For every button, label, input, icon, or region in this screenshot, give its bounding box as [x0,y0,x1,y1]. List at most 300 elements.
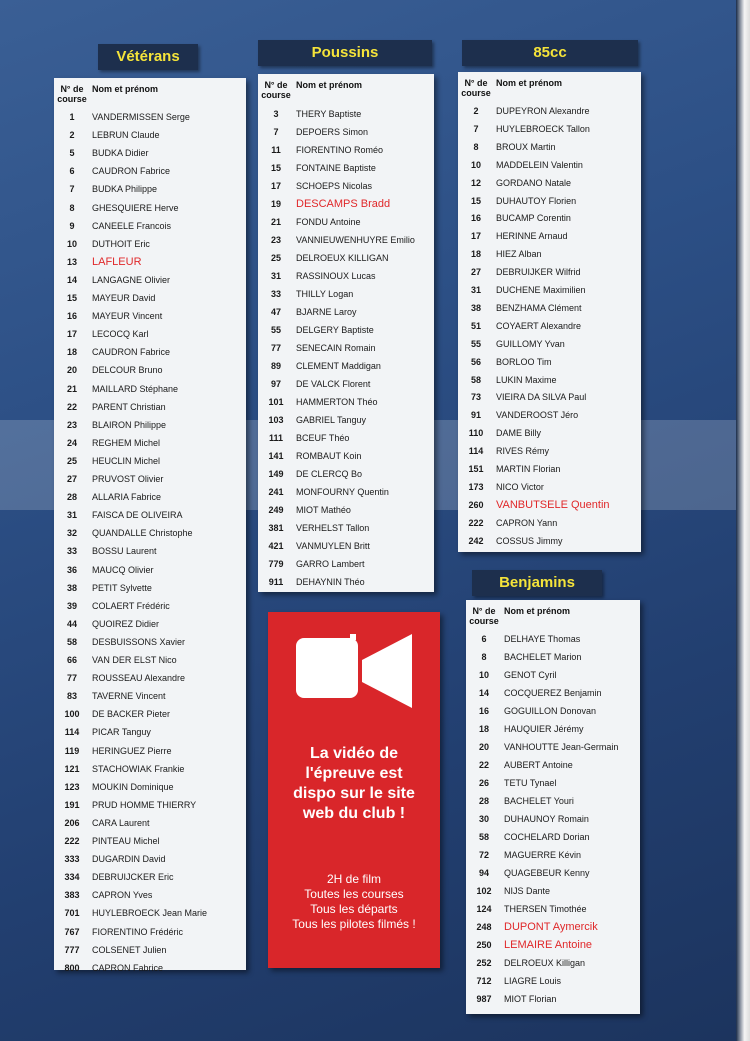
table-row [54,868,246,886]
table-row [258,393,434,411]
race-number: 12 [470,177,481,188]
race-number: 250 [476,940,492,950]
race-number: 22 [66,401,77,412]
table-row [54,597,246,615]
race-number: 15 [470,195,481,206]
table-row [466,900,640,918]
table-row [54,705,246,723]
race-number: 15 [66,293,77,303]
rider-name: CAPRON Fabrice [92,962,164,973]
table-row [458,424,641,442]
table-row [54,488,246,506]
rider-name: THILLY Logan [296,289,354,299]
table-row [54,434,246,452]
table-row [458,174,641,192]
rider-name: CLEMENT Maddigan [296,361,381,371]
rider-name: PRUD HOMME THIERRY [92,799,197,810]
race-number: 16 [470,213,481,224]
race-number: 767 [64,926,80,937]
rider-name: COLSENET Julien [92,944,167,955]
race-number: 173 [468,481,484,492]
rider-name: SCHOEPS Nicolas [296,181,373,191]
table-row [258,429,434,447]
table-row [458,192,641,210]
table-row [54,687,246,705]
rider-name: COSSUS Jimmy [496,535,563,546]
table-row [466,630,640,648]
race-number: 911 [268,577,284,587]
table-row [466,702,640,720]
table-row [466,846,640,864]
rider-name: CAUDRON Fabrice [92,347,171,358]
table-row [54,904,246,922]
rider-name: ROUSSEAU Alexandre [92,673,186,684]
table-row [466,756,640,774]
rider-name: CANEELE Francois [92,220,172,231]
rider-name: MOUKIN Dominique [92,781,174,792]
rider-name: DUPONT Aymercik [504,921,598,933]
rider-name: COLAERT Frédéric [92,600,170,611]
table-row [258,321,434,339]
rider-name: TAVERNE Vincent [92,691,166,702]
race-number: 20 [478,742,489,752]
race-number: 151 [468,464,484,474]
race-number: 22 [478,760,489,770]
table-row [458,532,641,550]
table-row [54,180,246,198]
table-row [258,213,434,231]
rider-name: DE BACKER Pieter [92,709,171,720]
race-number: 2 [473,106,479,116]
rider-name: RASSINOUX Lucas [296,271,376,281]
race-number: 17 [270,181,281,191]
table-row [54,343,246,361]
rider-name: VANBUTSELE Quentin [496,498,610,511]
table-row [54,633,246,651]
rider-name: LANGAGNE Olivier [92,274,171,285]
rider-name: GABRIEL Tanguy [296,415,367,425]
rider-name: NICO Victor [496,481,544,492]
race-number: 31 [270,271,281,281]
rider-name: HUYLEBROECK Jean Marie [92,908,208,919]
rider-name: BUCAMP Corentin [496,213,571,224]
table-row [466,972,640,990]
table-row [258,357,434,375]
rider-name: CARA Laurent [92,817,150,828]
table-row [258,573,434,591]
table-row [258,555,434,573]
rider-name: TETU Tynael [504,778,557,788]
table-row [54,651,246,669]
rider-name: BENZHAMA Clément [496,302,582,313]
race-number: 55 [470,338,481,349]
race-number: 55 [270,325,281,335]
race-number: 141 [268,451,284,461]
rider-name: DELROEUX KILLIGAN [296,253,389,263]
race-number: 17 [66,329,77,340]
race-number: 18 [470,249,481,260]
benjamins-table [466,600,640,1014]
video-promo-box [268,612,440,968]
race-number: 28 [478,796,489,806]
rider-name: CAPRON Yann [496,517,558,528]
table-row [466,774,640,792]
col-number-header: N° de course [261,80,291,100]
race-number: 20 [66,365,77,376]
rider-name: PARENT Christian [92,401,166,412]
rider-name: DEHAYNIN Théo [296,577,365,587]
table-row [258,105,434,123]
col-name-header: Nom et prénom [296,80,363,90]
race-number: 712 [476,976,492,986]
table-row [258,375,434,393]
rider-name: THERSEN Timothée [504,904,587,914]
table-row [258,483,434,501]
rider-name: PETIT Sylvette [92,582,152,593]
race-number: 7 [473,123,479,134]
rider-name: FIORENTINO Frédéric [92,926,184,937]
table-row [54,669,246,687]
race-number: 27 [66,474,77,484]
rider-name: DESCAMPS Bradd [296,198,391,210]
race-number: 58 [478,832,489,842]
promo-sub-line: 2H de film [326,872,382,886]
race-number: 779 [268,559,284,569]
table-row [466,648,640,666]
race-number: 38 [66,582,77,593]
race-number: 17 [470,231,481,242]
table-row [54,361,246,379]
table-row [54,760,246,778]
table-row [458,281,641,299]
rider-name: DUHAUNOY Romain [504,814,589,824]
rider-name: DELHAYE Thomas [504,634,581,644]
race-number: 24 [66,437,77,448]
race-number: 8 [69,202,75,213]
race-number: 39 [66,600,77,611]
table-row [458,335,641,353]
benjamins-column-header [466,600,640,626]
benjamins-title: Benjamins [472,570,602,596]
table-row [54,832,246,850]
race-number: 10 [66,238,77,249]
col-number-header: N° de course [469,606,499,626]
rider-name: VANHOUTTE Jean-Germain [504,742,619,752]
race-number: 44 [66,618,77,629]
rider-name: QUAGEBEUR Kenny [504,868,590,878]
table-row [466,738,640,756]
table-row [466,864,640,882]
rider-name: GUILLOMY Yvan [496,338,565,349]
race-number: 114 [64,727,80,738]
race-number: 27 [470,267,481,278]
rider-name: GARRO Lambert [296,559,365,569]
table-row [54,579,246,597]
race-number: 18 [66,347,77,358]
col-name-header: Nom et prénom [504,606,571,616]
rider-name: BORLOO Tim [496,356,552,367]
race-number: 123 [64,781,80,792]
table-row [54,524,246,542]
race-number: 241 [268,487,284,497]
table-row [458,388,641,406]
race-number: 89 [270,361,281,371]
race-number: 334 [64,872,80,883]
rider-name: QUOIREZ Didier [92,618,160,629]
rider-name: HAMMERTON Théo [296,397,378,407]
race-number: 7 [273,127,279,137]
rider-name: MIOT Mathéo [296,505,351,515]
race-number: 56 [470,356,481,367]
video-camera-icon [296,634,412,708]
table-row [458,120,641,138]
c85-table [458,72,641,552]
race-number: 110 [468,428,484,439]
veterans-table [54,78,246,973]
race-number: 6 [69,166,75,177]
promo-main-text [274,744,434,824]
race-number: 23 [66,419,77,430]
rider-name: DUHAUTOY Florien [496,195,577,206]
table-row [258,537,434,555]
race-number: 25 [66,455,77,466]
race-number: 206 [64,817,80,828]
table-row [54,325,246,343]
race-number: 1 [69,112,75,122]
table-row [54,542,246,560]
table-row [54,162,246,180]
race-number: 381 [268,523,284,533]
race-number: 33 [66,546,77,557]
rider-name: MAILLARD Stéphane [92,383,179,394]
race-number: 94 [478,868,489,878]
table-row [258,141,434,159]
table-row [54,307,246,325]
rider-name: FONTAINE Baptiste [296,163,376,173]
promo-line: La vidéo de [309,745,399,762]
rider-name: DUTHOIT Eric [92,238,150,249]
race-number: 30 [478,814,489,824]
promo-line: web du club ! [302,805,406,822]
col-number-header: N° de course [461,78,491,98]
table-row [458,514,641,532]
race-number: 97 [270,379,281,389]
race-number: 111 [268,433,284,443]
table-row [466,990,640,1008]
rider-name: GHESQUIERE Herve [92,202,179,213]
rider-name: DE CLERCQ Bo [296,469,363,479]
race-number: 260 [468,499,484,510]
rider-name: BACHELET Youri [504,796,574,806]
table-row [54,126,246,144]
table-row [458,353,641,371]
rider-name: HIEZ Alban [496,249,542,260]
table-row [258,339,434,357]
col-name-header: Nom et prénom [496,78,563,88]
table-row [458,496,641,514]
race-number: 10 [470,159,481,170]
table-row [458,245,641,263]
table-row [258,465,434,483]
table-row [458,460,641,478]
race-number: 8 [473,141,479,152]
race-number: 800 [64,962,80,973]
race-number: 72 [478,850,489,860]
rider-name: VANDERMISSEN Serge [92,112,190,122]
table-row [466,936,640,954]
rider-name: VANMUYLEN Britt [296,541,370,551]
race-number: 421 [268,541,284,551]
race-number: 31 [470,285,481,295]
rider-name: HEUCLIN Michel [92,455,161,466]
rider-name: DEPOERS Simon [296,127,369,137]
table-row [54,470,246,488]
race-number: 25 [270,253,281,263]
rider-name: FIORENTINO Roméo [296,145,384,155]
race-number: 33 [270,289,281,299]
rider-name: VIEIRA DA SILVA Paul [496,392,587,403]
table-row [258,267,434,285]
race-number: 21 [270,217,281,227]
rider-name: DELROEUX Killigan [504,958,586,968]
rider-name: BUDKA Philippe [92,184,158,195]
table-row [458,263,641,281]
table-row [258,519,434,537]
page-edge [736,0,750,1041]
rider-name: MAYEUR Vincent [92,311,163,322]
table-row [54,108,246,126]
race-number: 987 [476,994,492,1004]
race-number: 15 [270,163,281,173]
race-number: 26 [478,778,489,788]
rider-name: RIVES Rémy [496,446,550,457]
race-number: 19 [270,199,281,209]
rider-name: MIOT Florian [504,994,557,1004]
race-number: 36 [66,564,77,575]
race-number: 77 [66,673,77,684]
rider-name: BACHELET Marion [504,652,582,662]
rider-name: VANDEROOST Jéro [496,410,579,421]
table-row [466,810,640,828]
c85-title: 85cc [462,40,638,66]
race-number: 38 [470,302,481,313]
rider-name: GOGUILLON Donovan [504,706,597,716]
table-row [466,720,640,738]
race-number: 249 [268,505,284,515]
table-row [458,478,641,496]
table-row [458,209,641,227]
rider-name: COCHELARD Dorian [504,832,590,842]
table-row [458,227,641,245]
table-row [258,123,434,141]
table-row [258,285,434,303]
race-number: 51 [470,320,481,331]
table-row [458,299,641,317]
race-number: 58 [470,374,481,385]
race-number: 222 [64,836,80,846]
poussins-title: Poussins [258,40,432,66]
rider-name: LECOCQ Karl [92,329,149,340]
rider-name: BCEUF Théo [296,433,350,443]
rider-name: LEMAIRE Antoine [504,939,593,951]
promo-sub-line: Toutes les courses [304,887,404,901]
table-row [54,506,246,524]
table-row [258,249,434,267]
race-number: 777 [64,944,80,955]
poussins-column-header [258,74,434,100]
rider-name: ROMBAUT Koin [296,451,362,461]
rider-name: MONFOURNY Quentin [296,487,389,497]
race-number: 6 [481,634,487,644]
rider-name: LEBRUN Claude [92,130,160,141]
race-number: 121 [64,763,80,774]
race-number: 77 [270,343,281,353]
table-row [54,941,246,959]
race-number: 248 [476,922,492,932]
table-row [258,501,434,519]
table-row [54,253,246,271]
table-row [466,792,640,810]
race-number: 149 [268,469,284,479]
rider-name: DELCOUR Bruno [92,365,163,376]
c85-column-header [458,72,641,98]
table-row [258,177,434,195]
table-row [54,416,246,434]
race-number: 101 [268,397,284,407]
rider-name: DE VALCK Florent [296,379,371,389]
race-number: 31 [66,510,77,521]
rider-name: MAGUERRE Kévin [504,850,582,860]
rider-name: DESBUISSONS Xavier [92,636,186,647]
rider-name: HERINGUEZ Pierre [92,745,172,756]
rider-name: STACHOWIAK Frankie [92,763,185,774]
race-number: 83 [66,691,77,702]
table-row [466,954,640,972]
race-number: 16 [478,706,489,716]
rider-name: BUDKA Didier [92,148,149,159]
table-row [54,380,246,398]
rider-name: BOSSU Laurent [92,546,157,557]
table-row [54,796,246,814]
rider-name: GENOT Cyril [504,670,557,680]
race-number: 58 [66,636,77,647]
table-row [54,217,246,235]
promo-line: dispo sur le site [293,785,415,802]
race-number: 8 [481,652,487,662]
table-row [466,918,640,936]
race-number: 16 [66,311,77,322]
rider-name: GORDANO Natale [496,177,572,188]
table-row [54,144,246,162]
table-row [54,723,246,741]
veterans-title: Vétérans [98,44,198,70]
race-number: 28 [66,492,77,503]
race-number: 114 [468,446,484,457]
table-row [258,195,434,213]
col-name-header: Nom et prénom [92,84,159,94]
table-row [54,235,246,253]
table-row [54,398,246,416]
table-row [458,371,641,389]
promo-sub-line: Tous les départs [310,902,398,916]
table-row [54,959,246,977]
race-number: 91 [470,410,481,421]
table-row [258,411,434,429]
veterans-column-header [54,78,246,104]
rider-name: FONDU Antoine [296,217,361,227]
table-row [54,886,246,904]
rider-name: MAYEUR David [92,293,156,303]
